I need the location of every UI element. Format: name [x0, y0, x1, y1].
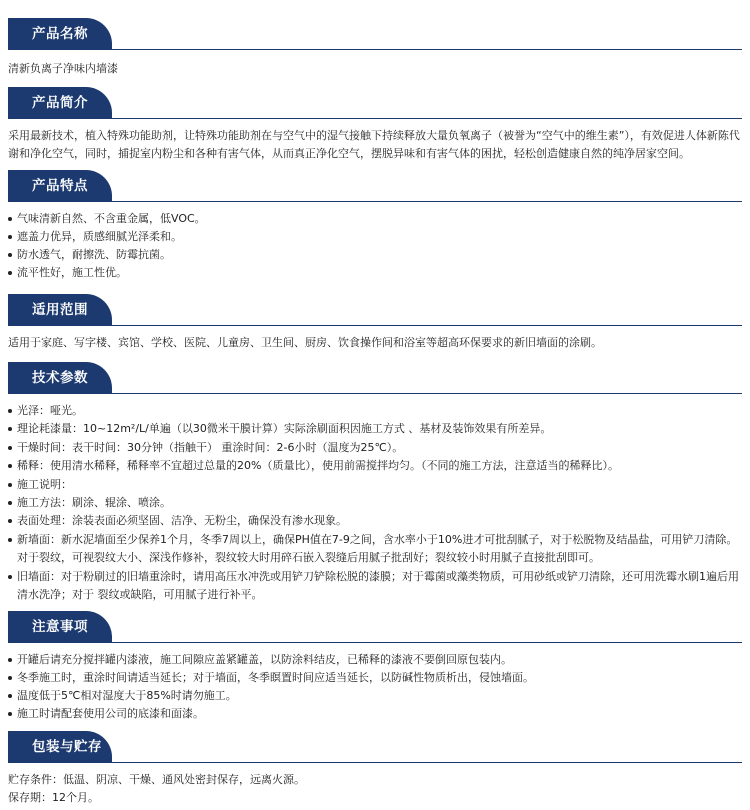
section-divider: [8, 393, 742, 394]
product-name-text: 清新负离子净味内墙漆: [8, 62, 118, 75]
list-item: 冬季施工时，重涂时间请适当延长；对于墙面，冬季瞑置时间应适当延长，以防碱性物质析出，侵蚀墙面。: [8, 669, 742, 687]
section-tab: [8, 18, 112, 50]
section-title: 注意事项: [32, 619, 88, 635]
list-item: 新墙面：新水泥墙面至少保养1个月，冬季7周以上，确保PH值在7-9之间，含水率小于10%进才可批刮腻子，对于松脱物及结晶盐，可用铲刀清除。对于裂纹，可视裂纹大小、深浅作修补，裂纹较大时用碎石嵌入裂缝后用腻子批刮好；裂纹较小时用腻子直接批刮即可。: [8, 531, 742, 568]
features-list: [8, 210, 742, 282]
section-divider: [8, 201, 742, 202]
notes-list: [8, 651, 742, 723]
section-divider: [8, 642, 742, 643]
scope-text: 适用于家庭、写字楼、宾馆、学校、医院、儿童房、卫生间、厨房、饮食操作间和浴室等超高环保要求的新旧墙面的涂刷。: [8, 336, 602, 349]
section-product-intro: [0, 87, 750, 160]
shelf-life: 保存期：12个月。: [8, 791, 99, 804]
list-item: 旧墙面：对于粉刷过的旧墙重涂时，请用高压水冲洗或用铲刀铲除松脱的漆膜；对于霉菌或藻类物质，可用砂纸或铲刀清除，还可用洗霉水刷1遍后用清水洗净；对于 裂纹或缺陷，可用腻子进行补平。: [8, 568, 742, 605]
list-item: 施工方法：刷涂、辊涂、喷涂。: [8, 494, 742, 512]
notes-list-container: [8, 651, 742, 723]
list-item: 理论耗漆量：10~12m²/L/单遍（以30微米干膜计算）实际涂刷面积因施工方式 、基材及装饰效果有所差异。: [8, 420, 742, 438]
section-tab: [8, 611, 112, 643]
section-product-features: [0, 170, 750, 279]
list-item: 气味清新自然、不含重金属，低VOC。: [8, 210, 742, 228]
section-packaging-storage: [0, 731, 750, 804]
section-tab: [8, 731, 112, 763]
section-title: 产品特点: [32, 178, 88, 194]
section-title: 产品简介: [32, 95, 88, 111]
list-item: 防水透气，耐擦洗、防霉抗菌。: [8, 246, 742, 264]
tech-list: [8, 402, 742, 604]
list-item: 光泽：哑光。: [8, 402, 742, 420]
product-intro-text: 采用最新技术，植入特殊功能助剂，让特殊功能助剂在与空气中的湿气接触下持续释放大量负氧离子（被誉为“空气中的维生素”），有效促进人体新陈代谢和净化空气，同时，捕捉室内粉尘和各种有害气体，从而真正净化空气，摆脱异味和有害气体的困扰，轻松创造健康自然的纯净居家空间。: [8, 129, 740, 160]
storage-conditions: 贮存条件：低温、阴凉、干燥、通风处密封保存，远离火源。: [8, 773, 305, 786]
storage-text: [8, 771, 742, 807]
list-item: 表面处理：涂装表面必须坚固、洁净、无粉尘，确保没有渗水现象。: [8, 512, 742, 530]
section-title: 产品名称: [32, 26, 88, 42]
section-header: [0, 362, 750, 394]
section-divider: [8, 118, 742, 119]
list-item: 温度低于5℃相对湿度大于85%时请勿施工。: [8, 687, 742, 705]
section-technical-parameters: [0, 362, 750, 602]
section-tab: [8, 362, 112, 394]
list-item: 开罐后请充分搅拌罐内漆液，施工间隙应盖紧罐盖，以防涂料结皮，已稀释的漆液不要倒回原包装内。: [8, 651, 742, 669]
list-item: 干燥时间：表干时间：30分钟（指触干） 重涂时间：2-6小时（温度为25℃）。: [8, 439, 742, 457]
section-header: [0, 87, 750, 119]
section-tab: [8, 294, 112, 326]
section-title: 适用范围: [32, 302, 88, 318]
list-item: 遮盖力优异，质感细腻光泽柔和。: [8, 228, 742, 246]
section-header: [0, 294, 750, 326]
section-header: [0, 611, 750, 643]
section-title: 包装与贮存: [32, 739, 102, 755]
section-divider: [8, 762, 742, 763]
section-tab: [8, 170, 112, 202]
section-divider: [8, 325, 742, 326]
section-header: [0, 18, 750, 50]
section-precautions: [0, 611, 750, 720]
section-tab: [8, 87, 112, 119]
list-item: 施工时请配套使用公司的底漆和面漆。: [8, 705, 742, 723]
tech-list-container: [8, 402, 742, 604]
section-header: [0, 731, 750, 763]
features-list-container: [8, 210, 742, 282]
section-divider: [8, 49, 742, 50]
section-title: 技术参数: [32, 370, 88, 386]
list-item: 稀释：使用清水稀释，稀释率不宜超过总量的20%（质量比），使用前需搅拌均匀。（不同的施工方法，注意适当的稀释比）。: [8, 457, 742, 475]
list-item: 流平性好，施工性优。: [8, 264, 742, 282]
list-item: 施工说明：: [8, 476, 742, 494]
section-header: [0, 170, 750, 202]
section-product-name: [0, 18, 750, 75]
section-application-scope: [0, 294, 750, 349]
